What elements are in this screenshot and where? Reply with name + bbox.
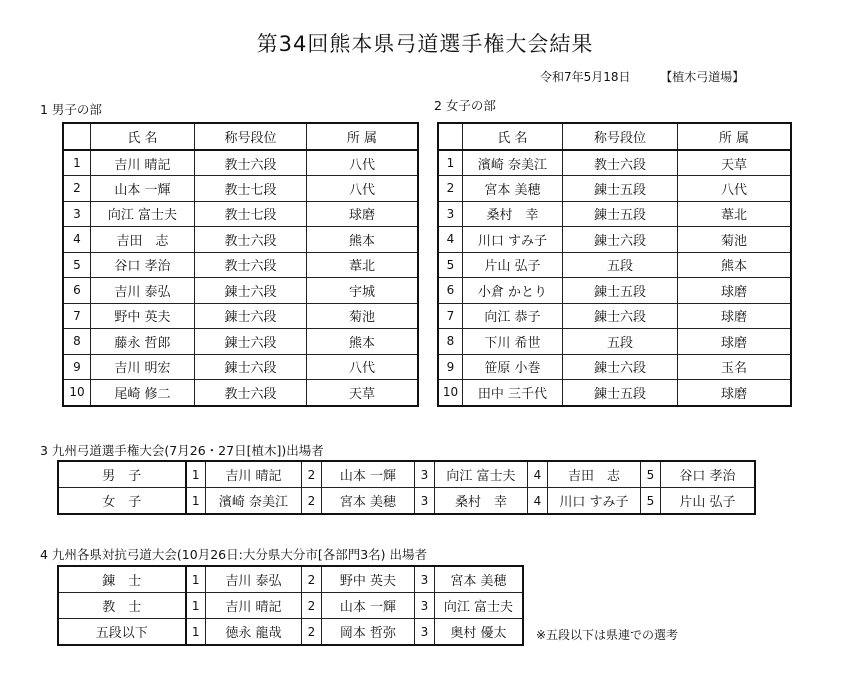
affiliation: 球磨 [678,278,791,304]
table-row [439,201,791,227]
row-number: 5 [64,252,91,278]
table-row [439,278,791,304]
affiliation: 菊池 [307,303,418,329]
entrant-name: 濱崎 奈美江 [206,488,302,514]
category-label: 女 子 [59,488,186,514]
header-affiliation: 所 属 [307,124,418,151]
header-number [64,124,91,151]
entrant-name: 宮本 美穂 [435,567,523,593]
athlete-name: 山本 一輝 [91,176,195,202]
taiko-entrants-table [58,566,523,645]
entrant-name: 岡本 哲弥 [322,619,415,645]
affiliation: 球磨 [678,303,791,329]
entrant-number: 5 [641,462,661,488]
table-header-row [439,124,791,151]
rank-title: 教士六段 [195,150,307,176]
rank-title: 教士六段 [195,252,307,278]
women-section-title: 2 女子の部 [434,98,496,113]
affiliation: 八代 [307,354,418,380]
rank-title: 錬士五段 [563,176,678,202]
affiliation: 熊本 [307,227,418,253]
row-number: 7 [64,303,91,329]
table-row [439,380,791,406]
athlete-name: 吉川 泰弘 [91,278,195,304]
affiliation: 八代 [307,150,418,176]
entrant-number: 5 [641,488,661,514]
entrant-name: 野中 英夫 [322,567,415,593]
table-row [439,303,791,329]
rank-title: 五段 [563,252,678,278]
entrant-row [59,567,523,593]
entrant-number: 2 [302,567,322,593]
row-number: 3 [64,201,91,227]
entrant-row [59,462,755,488]
entrant-number: 2 [302,619,322,645]
table-row [64,354,418,380]
athlete-name: 吉田 志 [91,227,195,253]
entrant-number: 1 [186,462,206,488]
date-venue [540,68,744,85]
entrant-number: 2 [302,488,322,514]
athlete-name: 谷口 孝治 [91,252,195,278]
row-number: 7 [439,303,463,329]
row-number: 8 [439,329,463,355]
header-name: 氏 名 [91,124,195,151]
rank-title: 錬士六段 [563,227,678,253]
table-header-row [64,124,418,151]
row-number: 9 [64,354,91,380]
header-rank: 称号段位 [563,124,678,151]
affiliation: 天草 [678,150,791,176]
entrant-number: 1 [186,488,206,514]
kyushu-section-title: 3 九州弓道選手権大会(7月26・27日[植木])出場者 [40,443,324,458]
men-results-table [63,123,418,406]
entrant-number: 3 [415,593,435,619]
athlete-name: 藤永 哲郎 [91,329,195,355]
selection-note: ※五段以下は県連での選考 [536,628,679,642]
entrant-row [59,488,755,514]
affiliation: 八代 [307,176,418,202]
rank-title: 錬士五段 [563,278,678,304]
rank-title: 錬士六段 [195,354,307,380]
athlete-name: 向江 恭子 [463,303,563,329]
entrant-name: 片山 弘子 [661,488,755,514]
entrant-name: 向江 富士夫 [435,462,528,488]
athlete-name: 吉川 明宏 [91,354,195,380]
affiliation: 熊本 [307,329,418,355]
athlete-name: 川口 すみ子 [463,227,563,253]
rank-title: 教士六段 [195,227,307,253]
affiliation: 宇城 [307,278,418,304]
table-row [439,252,791,278]
affiliation: 玉名 [678,354,791,380]
affiliation: 葦北 [678,201,791,227]
athlete-name: 宮本 美穂 [463,176,563,202]
category-label: 五段以下 [59,619,186,645]
entrant-name: 山本 一輝 [322,593,415,619]
athlete-name: 田中 三千代 [463,380,563,406]
entrant-name: 宮本 美穂 [322,488,415,514]
table-row [64,176,418,202]
entrant-name: 川口 すみ子 [548,488,641,514]
taiko-section-title: 4 九州各県対抗弓道大会(10月26日:大分県大分市[各部門3名) 出場者 [40,547,428,562]
table-row [64,278,418,304]
header-name: 氏 名 [463,124,563,151]
category-label: 教 士 [59,593,186,619]
category-label: 男 子 [59,462,186,488]
entrant-name: 谷口 孝治 [661,462,755,488]
entrant-row [59,593,523,619]
row-number: 6 [64,278,91,304]
entrant-number: 1 [186,593,206,619]
header-affiliation: 所 属 [678,124,791,151]
entrant-number: 3 [415,488,435,514]
rank-title: 教士六段 [195,380,307,406]
rank-title: 五段 [563,329,678,355]
athlete-name: 野中 英夫 [91,303,195,329]
entrant-name: 吉川 晴記 [206,462,302,488]
rank-title: 錬士六段 [195,278,307,304]
athlete-name: 下川 希世 [463,329,563,355]
page-title: 第34回熊本県弓道選手権大会結果 [256,32,594,56]
athlete-name: 吉川 晴記 [91,150,195,176]
rank-title: 教士六段 [563,150,678,176]
venue: 【植木弓道場】 [660,70,745,84]
affiliation: 天草 [307,380,418,406]
affiliation: 葦北 [307,252,418,278]
table-row [439,329,791,355]
rank-title: 錬士六段 [563,303,678,329]
athlete-name: 笹原 小巻 [463,354,563,380]
affiliation: 熊本 [678,252,791,278]
entrant-number: 2 [302,462,322,488]
rank-title: 錬士五段 [563,201,678,227]
entrant-name: 山本 一輝 [322,462,415,488]
row-number: 6 [439,278,463,304]
entrant-number: 1 [186,619,206,645]
entrant-number: 3 [415,462,435,488]
athlete-name: 片山 弘子 [463,252,563,278]
athlete-name: 濱崎 奈美江 [463,150,563,176]
kyushu-entrants-table [58,461,755,514]
athlete-name: 尾崎 修二 [91,380,195,406]
affiliation: 球磨 [678,380,791,406]
affiliation: 球磨 [307,201,418,227]
table-row [64,227,418,253]
rank-title: 錬士六段 [195,329,307,355]
athlete-name: 桑村 幸 [463,201,563,227]
row-number: 10 [439,380,463,406]
row-number: 5 [439,252,463,278]
row-number: 3 [439,201,463,227]
table-row [64,380,418,406]
row-number: 1 [439,150,463,176]
entrant-name: 吉川 晴記 [206,593,302,619]
entrant-name: 奥村 優太 [435,619,523,645]
entrant-name: 向江 富士夫 [435,593,523,619]
affiliation: 八代 [678,176,791,202]
table-row [439,176,791,202]
row-number: 4 [64,227,91,253]
men-section-title: 1 男子の部 [40,102,102,117]
rank-title: 錬士六段 [563,354,678,380]
entrant-name: 徳永 龍哉 [206,619,302,645]
row-number: 2 [439,176,463,202]
table-row [439,227,791,253]
entrant-number: 4 [528,488,548,514]
table-row [64,150,418,176]
table-row [439,150,791,176]
athlete-name: 向江 富士夫 [91,201,195,227]
row-number: 10 [64,380,91,406]
rank-title: 錬士五段 [563,380,678,406]
row-number: 8 [64,329,91,355]
table-row [64,329,418,355]
table-row [439,354,791,380]
entrant-number: 1 [186,567,206,593]
row-number: 9 [439,354,463,380]
entrant-number: 3 [415,619,435,645]
row-number: 1 [64,150,91,176]
header-number [439,124,463,151]
rank-title: 教士七段 [195,201,307,227]
row-number: 4 [439,227,463,253]
date: 令和7年5月18日 [540,70,631,84]
entrant-name: 桑村 幸 [435,488,528,514]
entrant-name: 吉田 志 [548,462,641,488]
athlete-name: 小倉 かとり [463,278,563,304]
table-row [64,303,418,329]
entrant-number: 3 [415,567,435,593]
row-number: 2 [64,176,91,202]
table-row [64,201,418,227]
women-results-table [438,123,791,406]
header-rank: 称号段位 [195,124,307,151]
entrant-name: 吉川 泰弘 [206,567,302,593]
entrant-number: 4 [528,462,548,488]
rank-title: 錬士六段 [195,303,307,329]
category-label: 錬 士 [59,567,186,593]
affiliation: 菊池 [678,227,791,253]
rank-title: 教士七段 [195,176,307,202]
affiliation: 球磨 [678,329,791,355]
table-row [64,252,418,278]
entrant-row [59,619,523,645]
entrant-number: 2 [302,593,322,619]
